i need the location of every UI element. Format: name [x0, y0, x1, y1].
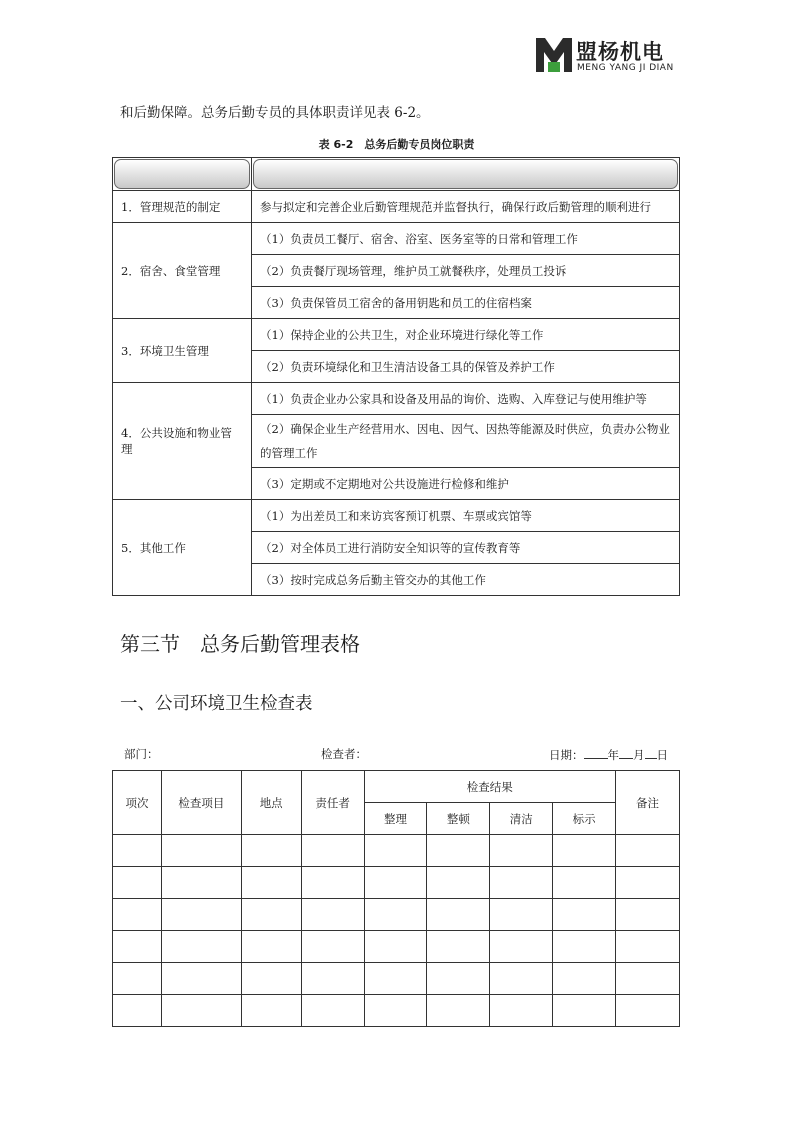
empty-cell[interactable] [113, 931, 162, 963]
date-day: 日 [656, 748, 668, 762]
empty-cell[interactable] [364, 963, 427, 995]
category-cell: 5．其他工作 [113, 500, 252, 596]
empty-cell[interactable] [490, 963, 553, 995]
empty-cell[interactable] [490, 931, 553, 963]
category-cell: 1．管理规范的制定 [113, 191, 252, 223]
empty-cell[interactable] [427, 995, 490, 1027]
dept-label: 部门： [124, 747, 159, 761]
empty-cell[interactable] [490, 835, 553, 867]
empty-cell[interactable] [553, 899, 616, 931]
empty-cell[interactable] [427, 867, 490, 899]
col-header-owner: 责任者 [301, 771, 364, 835]
table-row [113, 995, 680, 1027]
section-title: 第三节 总务后勤管理表格 [120, 632, 360, 656]
col-header-item-no: 项次 [113, 771, 162, 835]
empty-cell[interactable] [301, 931, 364, 963]
empty-cell[interactable] [161, 835, 241, 867]
empty-cell[interactable] [553, 835, 616, 867]
col-header-result-sub: 标示 [553, 803, 616, 835]
empty-cell[interactable] [241, 963, 301, 995]
table-row [113, 500, 680, 532]
empty-cell[interactable] [161, 995, 241, 1027]
empty-cell[interactable] [553, 995, 616, 1027]
empty-cell[interactable] [427, 931, 490, 963]
duty-cell: （2）对全体员工进行消防安全知识等的宣传教育等 [252, 532, 680, 564]
month-blank[interactable] [619, 746, 633, 759]
empty-cell[interactable] [427, 899, 490, 931]
empty-cell[interactable] [113, 963, 162, 995]
logo-text-en: MENG YANG JI DIAN [577, 63, 674, 73]
col-header-remark: 备注 [616, 771, 680, 835]
header-pill [114, 159, 250, 189]
empty-cell[interactable] [161, 867, 241, 899]
empty-cell[interactable] [113, 995, 162, 1027]
duty-cell: 参与拟定和完善企业后勤管理规范并监督执行，确保行政后勤管理的顺利进行 [252, 191, 680, 223]
table-caption: 表 6-2 总务后勤专员岗位职责 [318, 138, 475, 151]
table-row [113, 191, 680, 223]
empty-cell[interactable] [113, 899, 162, 931]
table-row [113, 383, 680, 415]
empty-cell[interactable] [616, 995, 680, 1027]
empty-cell[interactable] [161, 963, 241, 995]
empty-cell[interactable] [301, 835, 364, 867]
company-logo [536, 38, 676, 76]
table-row [113, 963, 680, 995]
category-cell: 2．宿舍、食堂管理 [113, 223, 252, 319]
empty-cell[interactable] [301, 867, 364, 899]
subsection-title: 一、公司环境卫生检查表 [120, 694, 313, 714]
duty-cell: （3）定期或不定期地对公共设施进行检修和维护 [252, 468, 680, 500]
day-blank[interactable] [645, 746, 657, 759]
logo-mark-icon [536, 38, 572, 72]
empty-cell[interactable] [553, 867, 616, 899]
category-cell: 4．公共设施和物业管理 [113, 383, 252, 500]
empty-cell[interactable] [241, 899, 301, 931]
table-row [113, 835, 680, 867]
duty-cell: （1）负责企业办公家具和设备及用品的询价、选购、入库登记与使用维护等 [252, 383, 680, 415]
empty-cell[interactable] [364, 995, 427, 1027]
table-row [113, 867, 680, 899]
col-header-result-sub: 整理 [364, 803, 427, 835]
header-pill [253, 159, 678, 189]
duty-cell: （1）为出差员工和来访宾客预订机票、车票或宾馆等 [252, 500, 680, 532]
empty-cell[interactable] [364, 931, 427, 963]
empty-cell[interactable] [553, 963, 616, 995]
category-cell: 3．环境卫生管理 [113, 319, 252, 383]
col-header-item: 检查项目 [161, 771, 241, 835]
date-month: 月 [633, 748, 645, 762]
empty-cell[interactable] [616, 931, 680, 963]
empty-cell[interactable] [113, 835, 162, 867]
duty-cell: （2）确保企业生产经营用水、因电、因气、因热等能源及时供应，负责办公物业的管理工作 [252, 415, 680, 468]
date-year: 年 [607, 748, 619, 762]
col-header-result: 检查结果 [364, 771, 616, 803]
empty-cell[interactable] [364, 899, 427, 931]
empty-cell[interactable] [427, 835, 490, 867]
empty-cell[interactable] [161, 931, 241, 963]
date-field [549, 746, 668, 763]
duty-table [112, 157, 680, 596]
header-cell-duty [252, 158, 680, 191]
table-row [113, 319, 680, 351]
empty-cell[interactable] [161, 899, 241, 931]
empty-cell[interactable] [301, 995, 364, 1027]
logo-text-cn: 盟杨机电 [576, 40, 664, 64]
empty-cell[interactable] [427, 963, 490, 995]
empty-cell[interactable] [616, 963, 680, 995]
empty-cell[interactable] [301, 899, 364, 931]
empty-cell[interactable] [616, 899, 680, 931]
empty-cell[interactable] [616, 867, 680, 899]
intro-paragraph: 和后勤保障。总务后勤专员的具体职责详见表 6-2。 [120, 105, 430, 121]
empty-cell[interactable] [364, 867, 427, 899]
empty-cell[interactable] [113, 867, 162, 899]
empty-cell[interactable] [241, 835, 301, 867]
empty-cell[interactable] [490, 899, 553, 931]
col-header-result-sub: 清洁 [490, 803, 553, 835]
empty-cell[interactable] [490, 995, 553, 1027]
empty-cell[interactable] [364, 835, 427, 867]
year-blank[interactable] [584, 746, 608, 759]
empty-cell[interactable] [241, 867, 301, 899]
duty-cell: （1）保持企业的公共卫生，对企业环境进行绿化等工作 [252, 319, 680, 351]
col-header-result-sub: 整顿 [427, 803, 490, 835]
empty-cell[interactable] [241, 995, 301, 1027]
empty-cell[interactable] [490, 867, 553, 899]
table-row [113, 223, 680, 255]
inspection-table [112, 770, 680, 1027]
duty-cell: （1）负责员工餐厅、宿舍、浴室、医务室等的日常和管理工作 [252, 223, 680, 255]
empty-cell[interactable] [241, 931, 301, 963]
empty-cell[interactable] [301, 963, 364, 995]
empty-cell[interactable] [553, 931, 616, 963]
duty-cell: （3）负责保管员工宿舍的备用钥匙和员工的住宿档案 [252, 287, 680, 319]
col-header-place: 地点 [241, 771, 301, 835]
duty-cell: （2）负责环境绿化和卫生清洁设备工具的保管及养护工作 [252, 351, 680, 383]
date-label: 日期： [549, 748, 584, 762]
table-row [113, 931, 680, 963]
duty-cell: （2）负责餐厅现场管理，维护员工就餐秩序，处理员工投诉 [252, 255, 680, 287]
duty-table-header [113, 158, 680, 191]
inspector-label: 检查者： [321, 747, 367, 761]
header-cell-category [113, 158, 252, 191]
table-row [113, 899, 680, 931]
empty-cell[interactable] [616, 835, 680, 867]
duty-cell: （3）按时完成总务后勤主管交办的其他工作 [252, 564, 680, 596]
